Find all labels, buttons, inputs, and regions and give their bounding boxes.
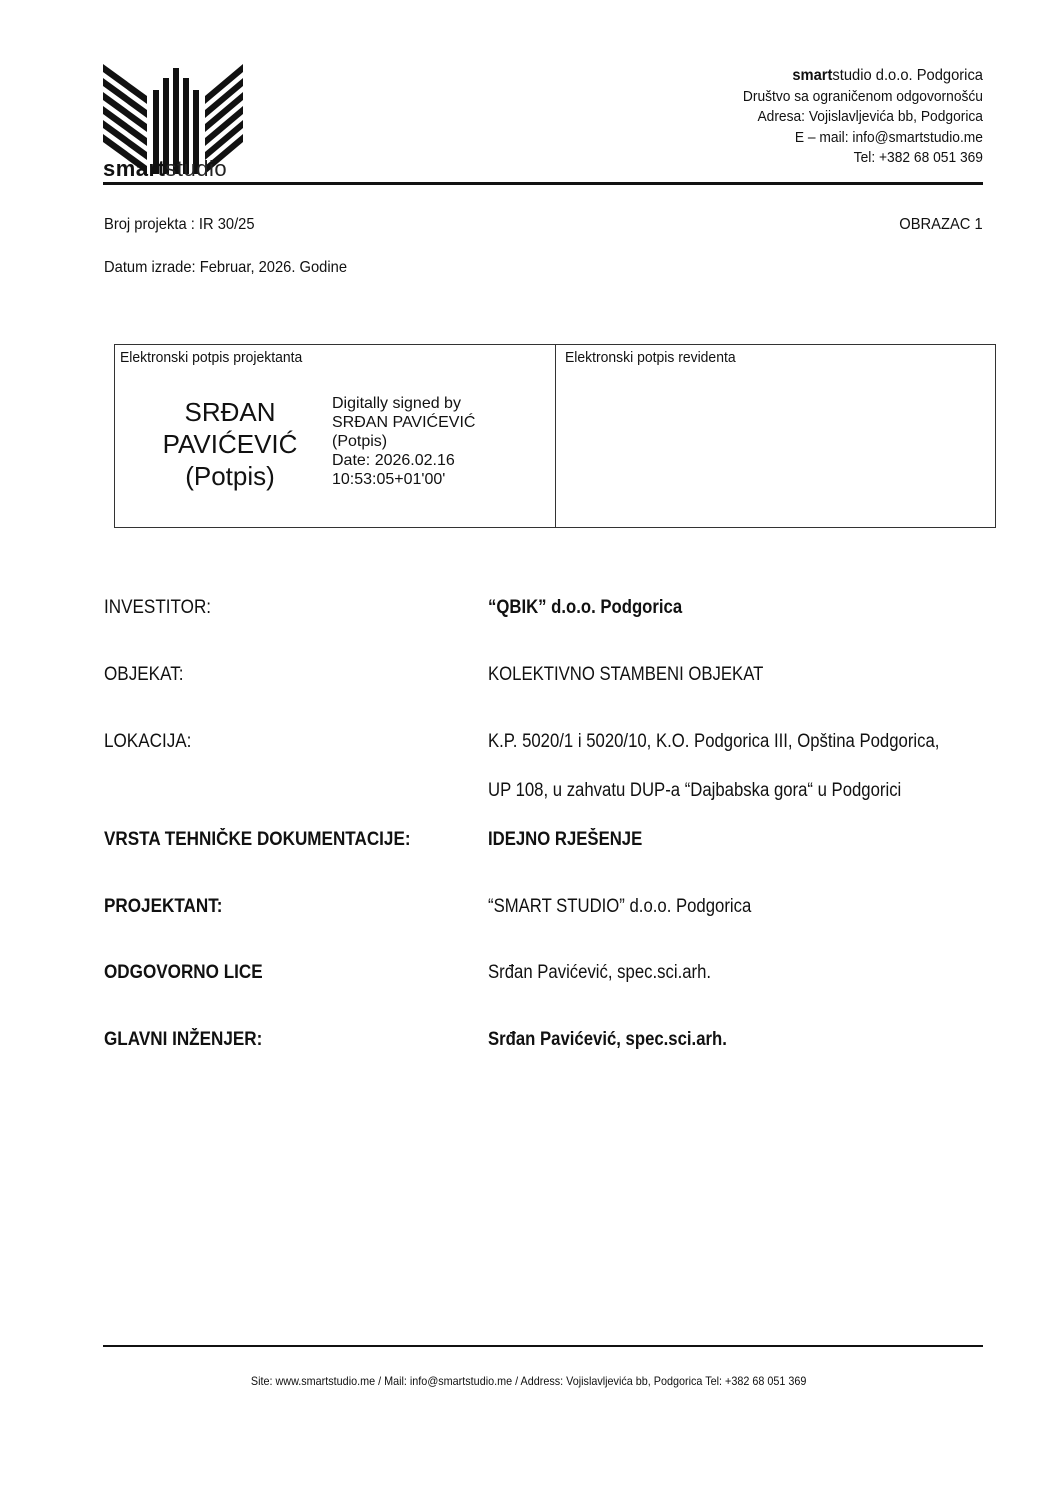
footer-divider xyxy=(103,1345,983,1347)
location-label: LOKACIJA: xyxy=(104,731,192,752)
chief-engineer-value: Srđan Pavićević, spec.sci.arh. xyxy=(488,1029,727,1050)
investor-value: “QBIK” d.o.o. Podgorica xyxy=(488,597,683,618)
designer-label: PROJEKTANT: xyxy=(104,896,223,917)
company-name: smartstudio d.o.o. Podgorica xyxy=(792,67,983,84)
object-value: KOLEKTIVNO STAMBENI OBJEKAT xyxy=(488,664,764,685)
responsible-label: ODGOVORNO LICE xyxy=(104,962,263,983)
location-value-line1: K.P. 5020/1 i 5020/10, K.O. Podgorica III, Opština Podgorica, xyxy=(488,731,940,752)
responsible-value: Srđan Pavićević, spec.sci.arh. xyxy=(488,962,712,983)
company-line: Društvo sa ograničenom odgovornošću xyxy=(742,87,983,105)
logo-wordmark: smartstudio xyxy=(103,156,228,181)
chief-engineer-label: GLAVNI INŽENJER: xyxy=(104,1029,263,1050)
company-address: Adresa: Vojislavljevića bb, Podgorica xyxy=(757,108,983,125)
designer-signature-heading: Elektronski potpis projektanta xyxy=(120,349,303,366)
doc-type-label: VRSTA TEHNIČKE DOKUMENTACIJE: xyxy=(104,829,411,850)
company-info xyxy=(722,66,983,169)
form-label: OBRAZAC 1 xyxy=(899,216,983,233)
company-email: E – mail: info@smartstudio.me xyxy=(794,128,983,146)
reviewer-signature-heading: Elektronski potpis revidenta xyxy=(565,349,736,366)
signature-details: Digitally signed by SRĐAN PAVIĆEVIĆ (Potpis) Date: 2026.02.16 10:53:05+01'00' xyxy=(332,395,476,488)
signature-name: SRĐAN PAVIĆEVIĆ (Potpis) xyxy=(162,397,298,491)
signature-table-divider xyxy=(555,344,556,528)
footer-text: Site: www.smartstudio.me / Mail: info@smartstudio.me / Address: Vojislavljevića bb, Podgorica Tel: +382 68 051 369 xyxy=(251,1374,807,1388)
project-number: Broj projekta : IR 30/25 xyxy=(104,216,255,233)
object-label: OBJEKAT: xyxy=(104,664,184,685)
footer xyxy=(0,1374,1058,1388)
doc-type-value: IDEJNO RJEŠENJE xyxy=(488,829,643,850)
designer-value: “SMART STUDIO” d.o.o. Podgorica xyxy=(488,896,752,917)
company-phone: Tel: +382 68 051 369 xyxy=(853,149,983,166)
header-divider xyxy=(103,182,983,185)
investor-label: INVESTITOR: xyxy=(104,597,212,618)
location-value-line2: UP 108, u zahvatu DUP-a “Dajbabska gora“ u Podgorici xyxy=(488,780,902,801)
creation-date: Datum izrade: Februar, 2026. Godine xyxy=(104,259,348,276)
